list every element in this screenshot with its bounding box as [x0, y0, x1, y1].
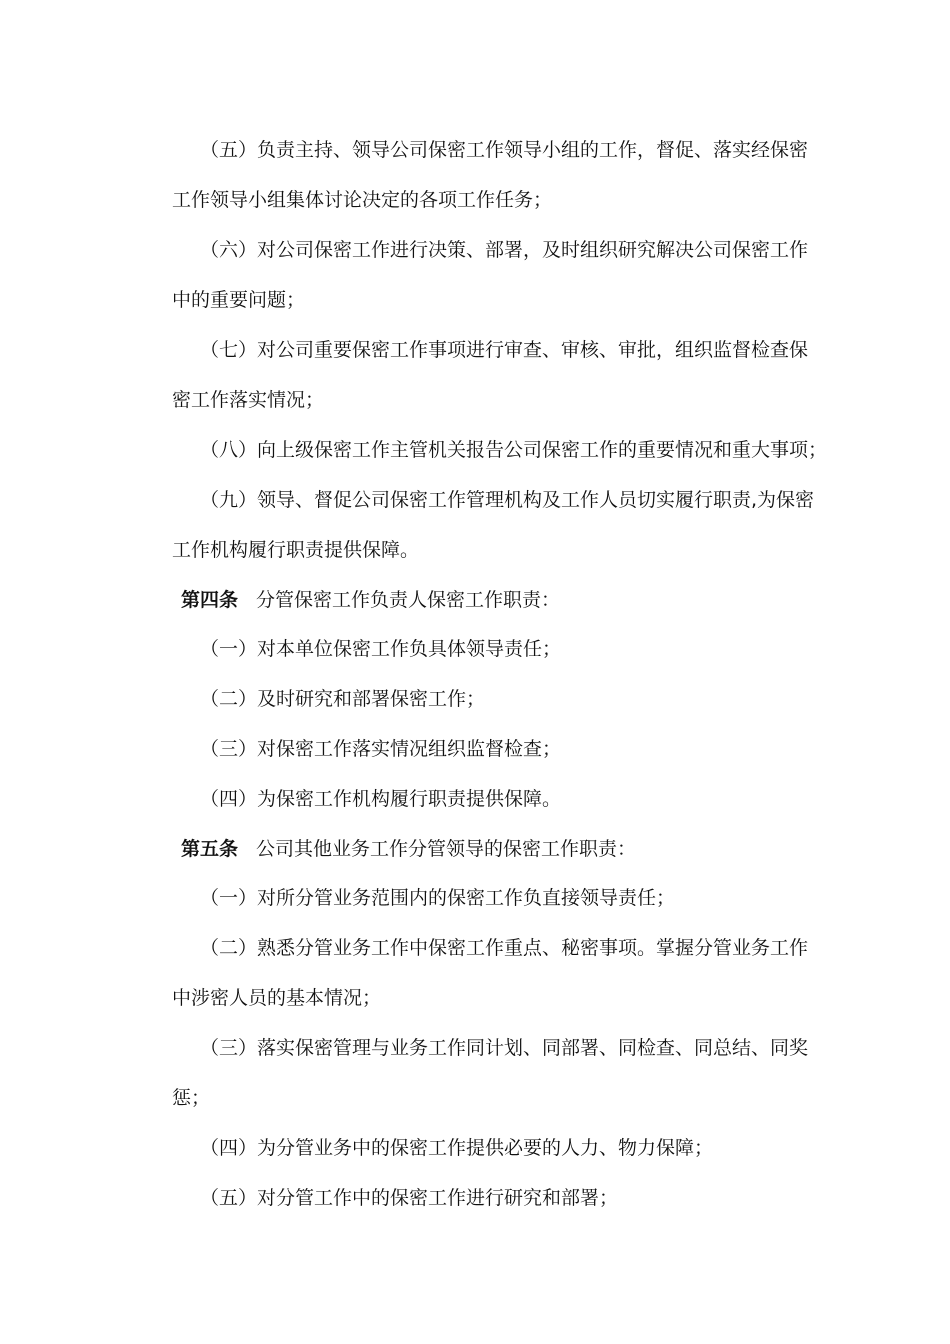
clause-7-line-1: （七）对公司重要保密工作事项进行审查、审核、审批，组织监督检查保	[200, 339, 809, 361]
article-5-number: 第五条	[181, 838, 239, 860]
art4-clause-4: （四）为保密工作机构履行职责提供保障。	[200, 788, 562, 810]
art5-clause-2-line-1: （二）熟悉分管业务工作中保密工作重点、秘密事项。掌握分管业务工作	[200, 937, 809, 959]
art5-clause-5: （五）对分管工作中的保密工作进行研究和部署；	[200, 1187, 619, 1209]
clause-7-line-2: 密工作落实情况；	[172, 389, 325, 411]
clause-9-line-1: （九）领导、督促公司保密工作管理机构及工作人员切实履行职责,为保密	[200, 489, 815, 511]
article-4-number: 第四条	[181, 589, 239, 611]
art5-clause-3-line-2: 惩；	[172, 1087, 211, 1109]
art4-clause-3: （三）对保密工作落实情况组织监督检查；	[200, 738, 562, 760]
article-4-heading	[181, 588, 821, 612]
art5-clause-4: （四）为分管业务中的保密工作提供必要的人力、物力保障；	[200, 1137, 714, 1159]
art4-clause-1: （一）对本单位保密工作负具体领导责任；	[200, 638, 562, 660]
clause-5-line-1: （五）负责主持、领导公司保密工作领导小组的工作，督促、落实经保密	[200, 139, 809, 161]
clause-5-line-2: 工作领导小组集体讨论决定的各项工作任务；	[172, 189, 553, 211]
art5-clause-3-line-1: （三）落实保密管理与业务工作同计划、同部署、同检查、同总结、同奖	[200, 1037, 809, 1059]
clause-8-line-1: （八）向上级保密工作主管机关报告公司保密工作的重要情况和重大事项；	[200, 439, 828, 461]
clause-6-line-2: 中的重要问题；	[172, 289, 306, 311]
art5-clause-1: （一）对所分管业务范围内的保密工作负直接领导责任；	[200, 887, 676, 909]
article-4-title: 分管保密工作负责人保密工作职责：	[256, 589, 561, 611]
article-5-heading	[181, 837, 821, 861]
article-5-title: 公司其他业务工作分管领导的保密工作职责：	[256, 838, 637, 860]
art5-clause-2-line-2: 中涉密人员的基本情况；	[172, 987, 382, 1009]
clause-9-line-2: 工作机构履行职责提供保障。	[172, 539, 420, 561]
art4-clause-2: （二）及时研究和部署保密工作；	[200, 688, 486, 710]
clause-6-line-1: （六）对公司保密工作进行决策、部署，及时组织研究解决公司保密工作	[200, 239, 809, 261]
